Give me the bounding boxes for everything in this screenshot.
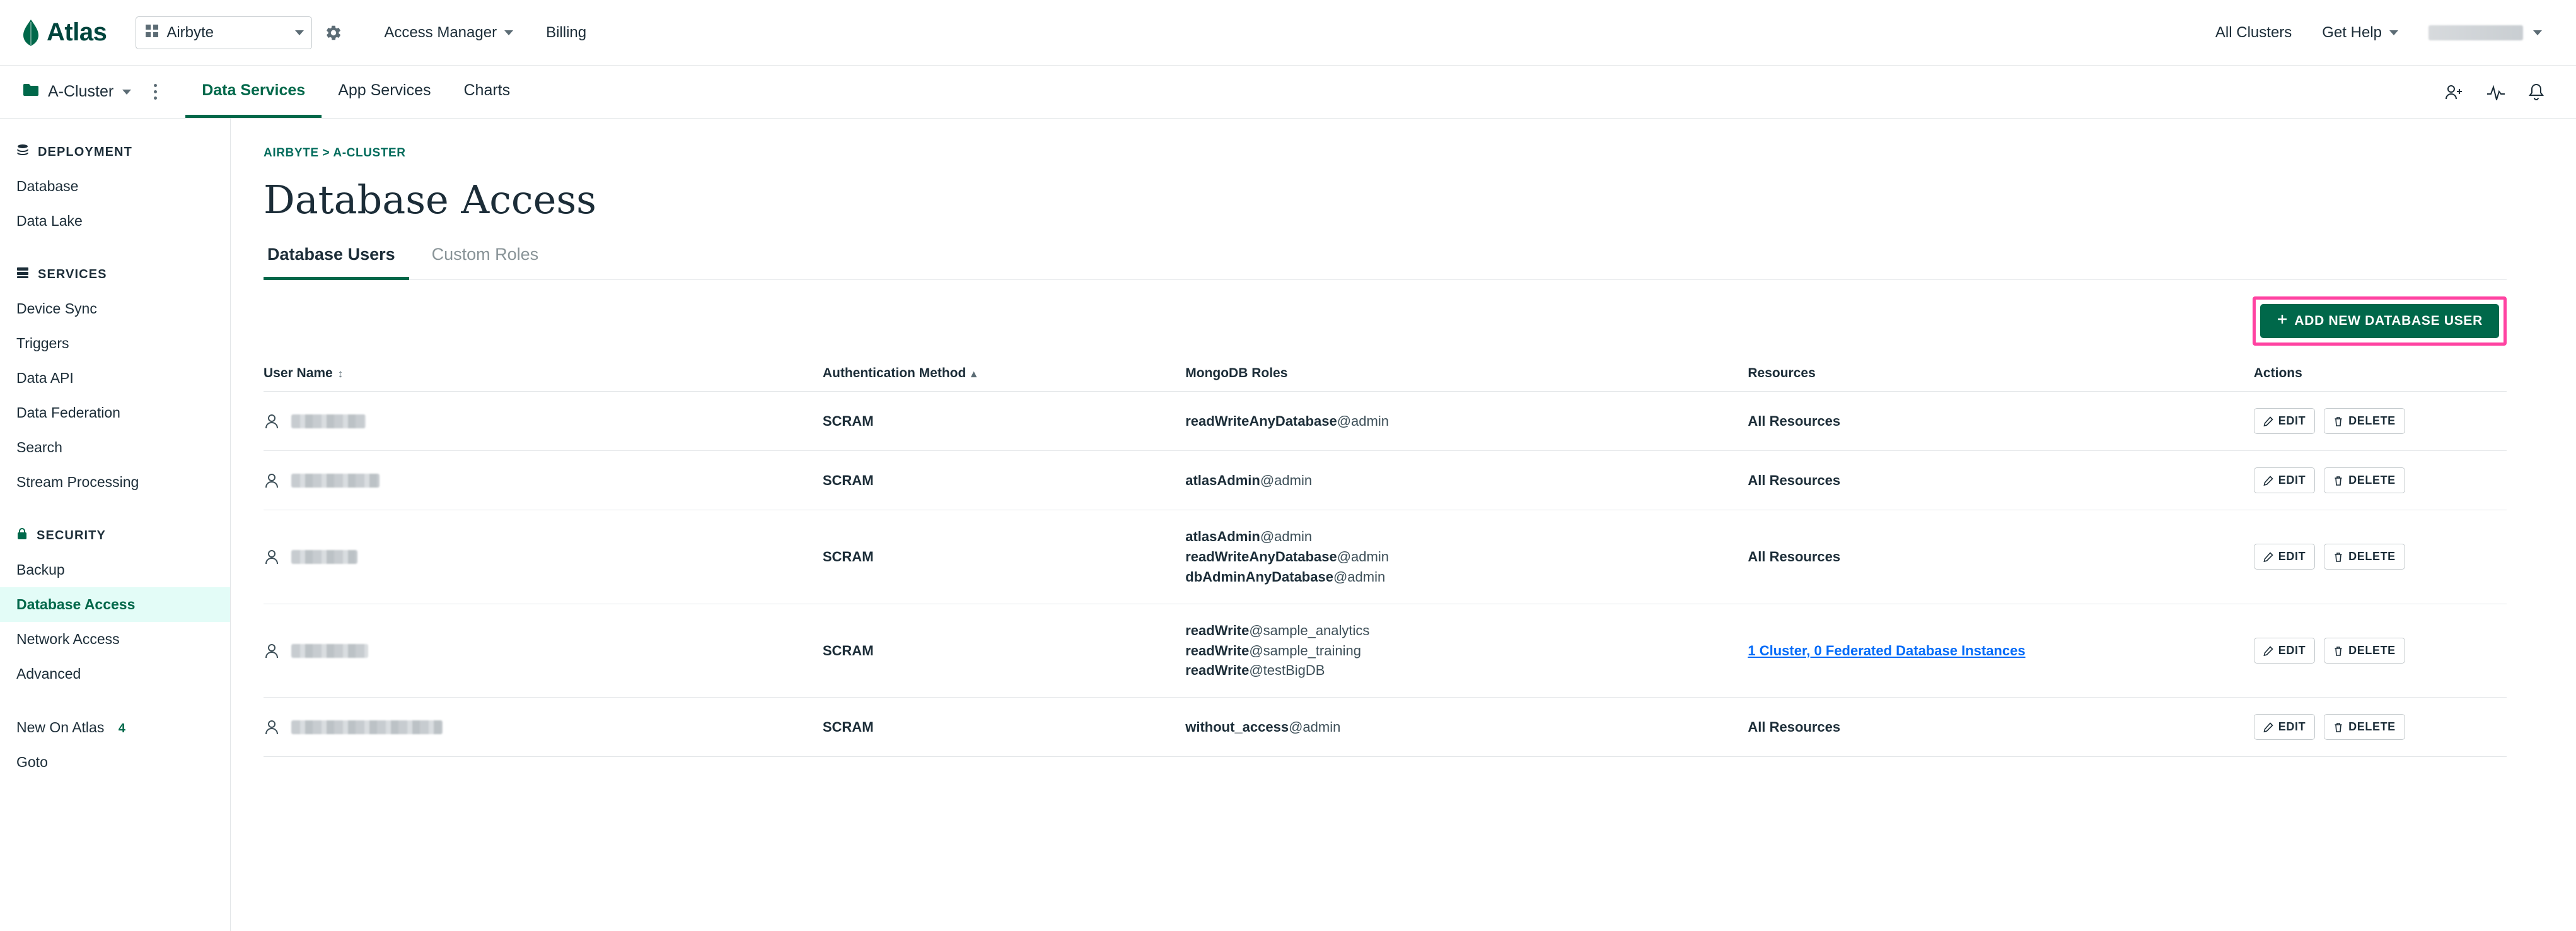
topnav-link-label: All Clusters xyxy=(2215,23,2292,41)
cluster-name: A-Cluster xyxy=(48,83,114,100)
role-entry xyxy=(1185,567,1748,587)
tab-app-services[interactable] xyxy=(322,66,447,118)
sidebar-item-new-on-atlas[interactable] xyxy=(0,710,230,745)
delete-button[interactable] xyxy=(2324,544,2405,570)
invite-user-icon[interactable] xyxy=(2445,84,2464,100)
role-name: readWrite xyxy=(1185,622,1250,638)
column-header-authentication-method[interactable] xyxy=(823,356,1185,392)
sidebar-item-device-sync[interactable] xyxy=(0,291,230,326)
cell-authentication-method xyxy=(823,698,1185,757)
delete-button-label: DELETE xyxy=(2348,474,2396,486)
sidebar-item-label: Data Lake xyxy=(16,213,83,229)
authentication-method-value: SCRAM xyxy=(822,413,874,429)
delete-button[interactable] xyxy=(2324,714,2405,740)
role-entry xyxy=(1185,471,1748,491)
role-database: @sample_training xyxy=(1249,642,1361,659)
grid-icon xyxy=(145,24,159,41)
topnav-link-get-help[interactable] xyxy=(2307,0,2413,66)
breadcrumb-org[interactable]: AIRBYTE xyxy=(264,146,319,160)
sidebar-item-data-federation[interactable] xyxy=(0,395,230,430)
trash-icon xyxy=(2333,646,2343,656)
chevron-down-icon xyxy=(2533,30,2542,35)
avatar xyxy=(2428,25,2523,40)
user-name-redacted xyxy=(291,644,368,658)
table-row xyxy=(264,451,2507,510)
cell-resources xyxy=(1748,392,2253,451)
cell-authentication-method xyxy=(823,451,1185,510)
role-entry xyxy=(1185,717,1748,737)
sidebar-item-database-access[interactable] xyxy=(0,587,230,622)
topnav-link-access-manager[interactable] xyxy=(368,0,530,66)
cell-mongodb-roles xyxy=(1185,698,1748,757)
add-new-database-user-button[interactable] xyxy=(2260,304,2499,338)
user-name-redacted xyxy=(291,474,380,488)
sidebar-item-label: Data Federation xyxy=(16,404,120,421)
edit-button-label: EDIT xyxy=(2278,414,2306,427)
tab-charts[interactable] xyxy=(448,66,527,118)
cell-mongodb-roles xyxy=(1185,604,1748,698)
trash-icon xyxy=(2333,416,2343,426)
column-label: Authentication Method xyxy=(822,366,966,380)
role-entry xyxy=(1185,527,1748,547)
action-row xyxy=(264,280,2507,356)
column-header-resources xyxy=(1748,356,2253,392)
delete-button[interactable] xyxy=(2324,408,2405,434)
role-database: @admin xyxy=(1289,718,1341,735)
sort-indicator-icon: ↕ xyxy=(337,368,344,380)
sidebar-item-label: Database xyxy=(16,178,79,194)
column-label: MongoDB Roles xyxy=(1185,366,1288,380)
sidebar-section-deployment xyxy=(0,135,230,169)
role-entry xyxy=(1185,621,1748,641)
resources-value[interactable]: 1 Cluster, 0 Federated Database Instances xyxy=(1748,642,2026,659)
table-row xyxy=(264,510,2507,604)
sidebar-section-security xyxy=(0,518,230,553)
sidebar-item-label: Search xyxy=(16,439,62,455)
cell-actions xyxy=(2254,698,2507,757)
user-account-menu[interactable] xyxy=(2413,25,2548,40)
role-database: @admin xyxy=(1333,568,1386,585)
cell-user-name xyxy=(264,510,823,604)
chevron-down-icon xyxy=(295,30,304,35)
person-icon xyxy=(264,413,280,430)
pencil-icon xyxy=(2263,476,2273,486)
sidebar-section-services xyxy=(0,257,230,291)
cell-mongodb-roles xyxy=(1185,510,1748,604)
user-name-redacted xyxy=(291,720,443,734)
cluster-selector[interactable] xyxy=(23,66,142,118)
edit-button[interactable] xyxy=(2254,638,2315,664)
pencil-icon xyxy=(2263,416,2273,426)
cell-user-name xyxy=(264,604,823,698)
trash-icon xyxy=(2333,552,2343,562)
topnav-links xyxy=(368,0,603,66)
cell-mongodb-roles xyxy=(1185,392,1748,451)
column-label: User Name xyxy=(264,366,333,380)
main-tabs xyxy=(264,244,2507,280)
page-title: Database Access xyxy=(264,177,596,223)
role-name: atlasAdmin xyxy=(1185,529,1260,544)
role-database: @testBigDB xyxy=(1249,662,1325,679)
user-name-redacted xyxy=(291,550,357,564)
pencil-icon xyxy=(2263,552,2273,562)
database-users-table xyxy=(264,356,2507,757)
sidebar-item-label: Network Access xyxy=(16,631,120,647)
cell-actions xyxy=(2254,604,2507,698)
tab-custom-roles[interactable] xyxy=(428,245,553,280)
sidebar-item-label: Goto xyxy=(16,754,48,770)
tab-data-services[interactable] xyxy=(185,66,322,118)
role-database: @admin xyxy=(1260,472,1313,488)
cell-mongodb-roles xyxy=(1185,451,1748,510)
edit-button[interactable] xyxy=(2254,544,2315,570)
table-header-row xyxy=(264,356,2507,392)
topnav-link-label: Access Manager xyxy=(384,23,497,41)
cell-actions xyxy=(2254,510,2507,604)
sidebar-item-network-access[interactable] xyxy=(0,622,230,657)
edit-button-label: EDIT xyxy=(2278,550,2306,563)
plus-icon xyxy=(2277,313,2288,329)
authentication-method-value: SCRAM xyxy=(822,472,874,488)
sidebar xyxy=(0,119,231,931)
table-row xyxy=(264,392,2507,451)
sidebar-spacer xyxy=(0,691,230,710)
breadcrumb-separator: > xyxy=(322,146,330,160)
cell-actions xyxy=(2254,451,2507,510)
atlas-logo-text: Atlas xyxy=(47,18,107,46)
new-on-atlas-count-badge: 4 xyxy=(118,722,125,735)
cluster-tabs xyxy=(185,66,526,118)
sidebar-item-backup[interactable] xyxy=(0,553,230,587)
cell-user-name xyxy=(264,451,823,510)
edit-button-label: EDIT xyxy=(2278,644,2306,657)
edit-button[interactable] xyxy=(2254,467,2315,493)
gear-icon[interactable] xyxy=(325,24,342,42)
sidebar-item-search[interactable] xyxy=(0,430,230,465)
add-new-database-user-label: ADD NEW DATABASE USER xyxy=(2294,313,2483,328)
role-name: atlasAdmin xyxy=(1185,472,1260,488)
cluster-more-options-icon[interactable] xyxy=(142,66,168,118)
folder-icon xyxy=(23,83,39,100)
column-header-mongodb-roles xyxy=(1185,356,1748,392)
edit-button[interactable] xyxy=(2254,714,2315,740)
cell-resources xyxy=(1748,451,2253,510)
pencil-icon xyxy=(2263,722,2273,732)
topnav-right-group xyxy=(2200,0,2548,66)
edit-button-label: EDIT xyxy=(2278,720,2306,734)
delete-button[interactable] xyxy=(2324,638,2405,664)
role-database: @admin xyxy=(1260,529,1313,544)
resources-value: All Resources xyxy=(1748,548,1841,565)
role-name: without_access xyxy=(1185,718,1289,735)
person-icon xyxy=(264,549,280,565)
cluster-bar-actions xyxy=(2445,66,2576,118)
tab-label: Database Users xyxy=(267,245,395,264)
role-name: readWriteAnyDatabase xyxy=(1185,548,1337,565)
table-header xyxy=(264,356,2507,392)
column-header-actions xyxy=(2254,356,2507,392)
sidebar-item-label: Database Access xyxy=(16,596,136,612)
topnav-link-all-clusters[interactable] xyxy=(2200,0,2307,66)
page-layout xyxy=(0,119,2576,931)
topnav-link-billing[interactable] xyxy=(530,0,603,66)
column-label: Actions xyxy=(2253,366,2302,380)
role-name: dbAdminAnyDatabase xyxy=(1185,568,1333,585)
cell-actions xyxy=(2254,392,2507,451)
tab-label: Custom Roles xyxy=(431,245,539,264)
tab-label: App Services xyxy=(338,81,431,99)
user-name-redacted xyxy=(291,414,366,428)
delete-button-label: DELETE xyxy=(2348,644,2396,657)
mongodb-leaf-icon xyxy=(21,20,40,46)
resources-value: All Resources xyxy=(1748,472,1841,488)
role-entry xyxy=(1185,660,1748,681)
person-icon xyxy=(264,719,280,735)
cell-resources xyxy=(1748,698,2253,757)
sidebar-item-label: Device Sync xyxy=(16,300,97,317)
sidebar-section-label: DEPLOYMENT xyxy=(38,144,132,159)
resources-value: All Resources xyxy=(1748,413,1841,429)
cluster-bar xyxy=(0,66,2576,119)
breadcrumb xyxy=(264,146,2507,160)
bell-icon[interactable] xyxy=(2528,83,2544,101)
tab-database-users[interactable] xyxy=(264,245,409,280)
pencil-icon xyxy=(2263,646,2273,656)
tab-label: Data Services xyxy=(202,81,306,99)
delete-button-label: DELETE xyxy=(2348,720,2396,734)
role-entry xyxy=(1185,641,1748,661)
cell-authentication-method xyxy=(823,604,1185,698)
edit-button[interactable] xyxy=(2254,408,2315,434)
sidebar-item-label: Stream Processing xyxy=(16,474,139,490)
top-navigation-bar xyxy=(0,0,2576,66)
breadcrumb-cluster[interactable]: A-CLUSTER xyxy=(333,146,406,160)
authentication-method-value: SCRAM xyxy=(822,718,874,735)
delete-button[interactable] xyxy=(2324,467,2405,493)
sidebar-item-advanced[interactable] xyxy=(0,657,230,691)
sidebar-section-label: SECURITY xyxy=(37,528,106,542)
column-label: Resources xyxy=(1748,366,1816,380)
role-database: @admin xyxy=(1337,548,1389,565)
sidebar-item-data-api[interactable] xyxy=(0,361,230,395)
trash-icon xyxy=(2333,722,2343,732)
chevron-down-icon xyxy=(122,90,131,95)
lock-icon xyxy=(16,527,28,544)
main-content xyxy=(231,119,2576,931)
role-name: readWriteAnyDatabase xyxy=(1185,413,1337,429)
sidebar-item-data-lake[interactable] xyxy=(0,204,230,238)
sort-indicator-icon: ▴ xyxy=(971,368,977,380)
sidebar-item-triggers[interactable] xyxy=(0,326,230,361)
role-name: readWrite xyxy=(1185,662,1250,679)
atlas-logo[interactable] xyxy=(21,18,107,47)
sidebar-item-label: Backup xyxy=(16,561,65,578)
table-row xyxy=(264,604,2507,698)
services-icon xyxy=(16,266,29,283)
chevron-down-icon xyxy=(2389,30,2398,35)
edit-button-label: EDIT xyxy=(2278,474,2306,486)
authentication-method-value: SCRAM xyxy=(822,642,874,659)
cell-authentication-method xyxy=(823,392,1185,451)
sidebar-item-database[interactable] xyxy=(0,169,230,204)
add-user-highlight xyxy=(2253,296,2507,346)
sidebar-section-label: SERVICES xyxy=(38,267,107,281)
sidebar-item-label: Advanced xyxy=(16,665,81,682)
person-icon xyxy=(264,472,280,489)
table-body xyxy=(264,392,2507,757)
delete-button-label: DELETE xyxy=(2348,414,2396,427)
sidebar-item-label: Data API xyxy=(16,370,74,386)
resources-value: All Resources xyxy=(1748,718,1841,735)
delete-button-label: DELETE xyxy=(2348,550,2396,563)
activity-feed-icon[interactable] xyxy=(2486,84,2505,100)
trash-icon xyxy=(2333,476,2343,486)
cell-user-name xyxy=(264,392,823,451)
role-entry xyxy=(1185,411,1748,431)
sidebar-item-label: New On Atlas xyxy=(16,719,105,735)
column-header-user-name[interactable] xyxy=(264,356,823,392)
database-stack-icon xyxy=(16,144,29,160)
cell-resources xyxy=(1748,604,2253,698)
sidebar-item-stream-processing[interactable] xyxy=(0,465,230,500)
topnav-link-label: Billing xyxy=(546,23,587,41)
role-name: readWrite xyxy=(1185,642,1250,659)
sidebar-item-goto[interactable] xyxy=(0,745,230,780)
chevron-down-icon xyxy=(504,30,513,35)
cell-authentication-method xyxy=(823,510,1185,604)
organization-selector[interactable] xyxy=(136,16,312,49)
sidebar-spacer xyxy=(0,238,230,257)
cell-user-name xyxy=(264,698,823,757)
organization-name: Airbyte xyxy=(166,23,214,41)
table-row xyxy=(264,698,2507,757)
role-database: @sample_analytics xyxy=(1249,622,1370,638)
sidebar-spacer xyxy=(0,500,230,518)
sidebar-item-label: Triggers xyxy=(16,335,69,351)
role-database: @admin xyxy=(1337,413,1389,429)
person-icon xyxy=(264,643,280,659)
tab-label: Charts xyxy=(463,81,511,99)
authentication-method-value: SCRAM xyxy=(822,548,874,565)
topnav-link-label: Get Help xyxy=(2322,23,2382,41)
role-entry xyxy=(1185,547,1748,567)
cell-resources xyxy=(1748,510,2253,604)
